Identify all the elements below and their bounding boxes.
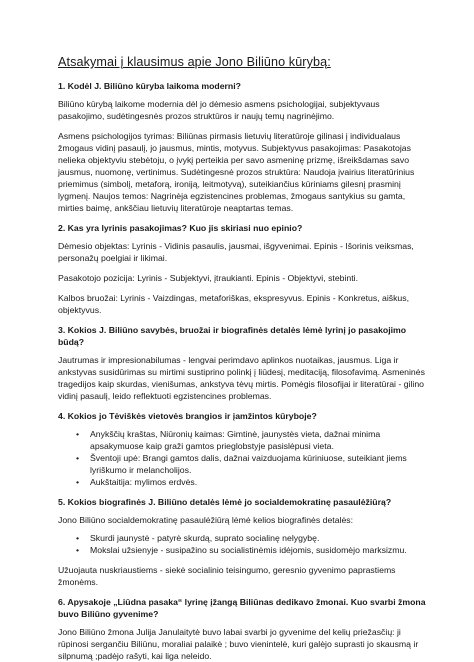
answer-paragraph: Biliūno kūrybą laikome modernia dėl jo dėmesio asmens psichologijai, subjektyvaus pasakojimo, sudėtingesnės prozos struktūros ir naujų temų nagrinėjimo.: [58, 99, 380, 121]
section-1: [58, 80, 426, 214]
section-6: [58, 596, 426, 662]
bullet-item: [76, 544, 426, 556]
bullet-text: Mokslai užsienyje - susipažino su socialistinėmis idėjomis, susidomėjo marksizmu.: [90, 545, 407, 555]
bullet-dot-icon: •: [76, 453, 80, 463]
answer-paragraph: Pasakotojo pozicija: Lyrinis - Subjektyvi, įtraukianti. Epinis - Objektyvi, stebinti.: [58, 273, 359, 283]
bullet-dot-icon: •: [76, 545, 80, 555]
bullet-list: [58, 532, 426, 556]
bullet-text: Anykščių kraštas, Niūronių kaimas: Gimtinė, jaunystės vieta, dažnai minima apsakymuose kaip graži gamtos prieglobstyje pasislėpusi vieta.: [90, 429, 381, 451]
answer-paragraph: Užuojauta nuskriaustiems - siekė socialinio teisingumo, geresnio gyvenimo paprastiems žmonėms.: [58, 565, 396, 587]
answer-paragraph: Asmens psichologijos tyrimas: Biliūnas pirmasis lietuvių literatūroje gilinasi į individualaus žmogaus vidinį pasaulį, jo jausmus, mintis, motyvus. Subjektyvus pasakojimas: Pasakotojas nelieka objektyviu stebėtoju, o įvykį perteikia per savo asmeninę prizmę, išreikšdamas savo jausmus, nuomonę, vertinimus. Sudėtingesnė prozos struktūra: Naudoja įvairius literatūrinius priemimus (simbolį, metaforą, ironiją, leitmotyvą), suteikiančius kūriniams gilesnį prasminį lygmenį. Naujos temos: Nagrinėja egzistencines problemas, žmogaus santykius su gamta, mirties baimę, ankščiau lietuvių literatūroje neaptartas temas.: [58, 131, 415, 213]
bullet-text: Šventoji upė: Brangi gamtos dalis, dažnai vaizduojama kūriniuose, suteikiant jiems lyriškumo ir melancholijos.: [90, 453, 407, 475]
section-4: [58, 410, 426, 488]
answer-paragraph: Kalbos bruožai: Lyrinis - Vaizdingas, metaforiškas, ekspresyvus. Epinis - Konkretus, aiškus, objektyvus.: [58, 293, 410, 315]
bullet-item: [76, 452, 426, 476]
answer-paragraph: Jono Biliūno žmona Julija Janulaitytė buvo labai svarbi jo gyvenime del kelių priežasčių: ji rūpinosi sergančiu Biliūnu, moraliai palaikė ; buvo vienintelė, kuri galėjo suprasti jo skausmą ir silpnumą ;padėjo rašyti, kai liga neleido.: [58, 627, 419, 661]
bullet-dot-icon: •: [76, 477, 80, 487]
bullet-dot-icon: •: [76, 429, 80, 439]
section-5: [58, 496, 426, 588]
document-title: Atsakymai į klausimus apie Jono Biliūno kūrybą:: [58, 55, 331, 69]
question-4: 4. Kokios jo Tėviškės vietovės brangios ir įamžintos kūryboje?: [58, 411, 317, 421]
section-2: [58, 222, 426, 316]
question-2: 2. Kas yra lyrinis pasakojimas? Kuo jis skiriasi nuo epinio?: [58, 223, 303, 233]
bullet-text: Aukštaitija: mylimos erdvės.: [90, 477, 198, 487]
answer-paragraph: Jautrumas ir impresionabilumas - lengvai perimdavo aplinkos nuotaikas, jausmus. Liga ir ankstyvas susidūrimas su mirtimi sustiprino polinkį į liūdesį, meditaciją, filosofavimą. Asmeninės tragedijos kaip skurdas, vienišumas, ankstyva tėvų mirtis. Pomėgis filosofijai ir literatūrai - gilino vidinį pasaulį, leido reflektuoti egzistencines problemas.: [58, 355, 425, 401]
question-6: 6. Apysakoje „Liūdna pasaka“ lyrinę įžangą Biliūnas dedikavo žmonai. Kuo svarbi žmona buvo Biliūno gyvenime?: [58, 597, 426, 619]
bullet-text: Skurdi jaunystė - patyrė skurdą, suprato socialinę nelygybę.: [90, 533, 320, 543]
question-5: 5. Kokios biografinės J. Biliūno detalės lėmė jo socialdemokratinę pasaulėžiūrą?: [58, 497, 392, 507]
section-3: [58, 324, 426, 402]
bullet-item: [76, 428, 426, 452]
bullet-item: [76, 476, 426, 488]
bullet-item: [76, 532, 426, 544]
question-1: 1. Kodėl J. Biliūno kūryba laikoma moderni?: [58, 81, 241, 91]
bullet-list: [58, 428, 426, 488]
question-3: 3. Kokios J. Biliūno savybės, bruožai ir biografinės detalės lėmė lyrinį jo pasakojimo būdą?: [58, 325, 407, 347]
answer-paragraph: Dėmesio objektas: Lyrinis - Vidinis pasaulis, jausmai, išgyvenimai. Epinis - Išorinis veiksmas, personažų poelgiai ir likimai.: [58, 241, 414, 263]
answer-paragraph: Jono Biliūno socialdemokratinę pasaulėžiūrą lėmė kelios biografinės detalės:: [58, 515, 354, 525]
bullet-dot-icon: •: [76, 533, 80, 543]
